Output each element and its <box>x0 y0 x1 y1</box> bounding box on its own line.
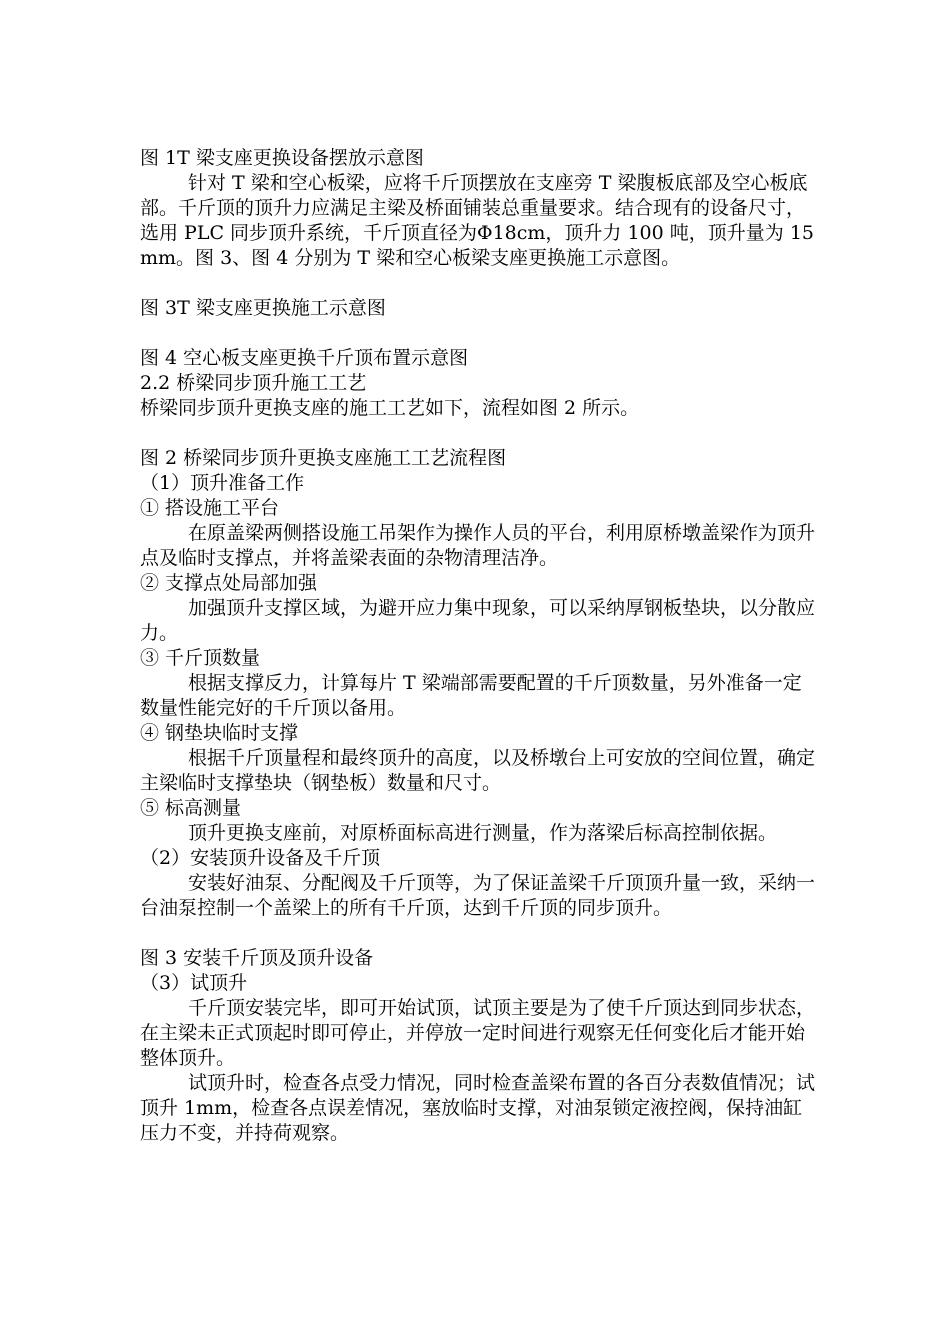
section-heading-2-2: 2.2 桥梁同步顶升施工工艺 <box>140 372 367 394</box>
paragraph-reinforcement: 加强顶升支撑区域，为避开应力集中现象，可以采纳厚钢板垫块，以分散应力。 <box>140 597 816 644</box>
paragraph-install: 安装好油泵、分配阀及千斤顶等，为了保证盖梁千斤顶顶升量一致，采纳一台油泵控制一个盖梁上的所有千斤顶，达到千斤顶的同步顶升。 <box>140 872 816 919</box>
item-heading-4: ④ 钢垫块临时支撑 <box>140 722 299 744</box>
item-heading-5: ⑤ 标高测量 <box>140 797 242 819</box>
paragraph-jack-count: 根据支撑反力，计算每片 T 梁端部需要配置的千斤顶数量，另外准备一定数量性能完好的千斤顶以备用。 <box>140 672 802 719</box>
paragraph-process-intro: 桥梁同步顶升更换支座的施工工艺如下，流程如图 2 所示。 <box>140 397 640 419</box>
paragraph-trial-1: 千斤顶安装完毕，即可开始试顶，试顶主要是为了使千斤顶达到同步状态，在主梁未正式顶起时即可停止，并停放一定时间进行观察无任何变化后才能开始整体顶升。 <box>140 997 816 1069</box>
paragraph-trial-2: 试顶升时，检查各点受力情况，同时检查盖梁布置的各百分表数值情况；试顶升 1mm，检查各点误差情况，塞放临时支撑，对油泵锁定液控阀，保持油缸压力不变，并持荷观察。 <box>140 1072 816 1144</box>
item-heading-1: ① 搭设施工平台 <box>140 497 280 519</box>
blank-line <box>140 271 820 296</box>
subheading-trial: （3）试顶升 <box>140 972 248 994</box>
paragraph-jack-placement: 针对 T 梁和空心板梁，应将千斤顶摆放在支座旁 T 梁腹板底部及空心板底部。千斤顶的顶升力应满足主梁及桥面铺装总重量要求。结合现有的设备尺寸，选用 PLC 同步顶升系统，千斤顶直径为Φ18cm，顶升力 100 吨，顶升量为 15mm。图 3、图 4 分别为 T 梁和空心板梁支座更换施工示意图。 <box>140 172 814 269</box>
blank-line <box>140 421 820 446</box>
figure-caption-3: 图 3T 梁支座更换施工示意图 <box>140 297 386 319</box>
paragraph-steel-blocks: 根据千斤顶量程和最终顶升的高度，以及桥墩台上可安放的空间位置，确定主梁临时支撑垫块（钢垫板）数量和尺寸。 <box>140 747 816 794</box>
paragraph-elevation: 顶升更换支座前，对原桥面标高进行测量，作为落梁后标高控制依据。 <box>188 822 778 844</box>
subheading-preparation: （1）顶升准备工作 <box>140 472 305 494</box>
figure-caption-3b: 图 3 安装千斤顶及顶升设备 <box>140 947 374 969</box>
subheading-install: （2）安装顶升设备及千斤顶 <box>140 847 381 869</box>
figure-caption-4: 图 4 空心板支座更换千斤顶布置示意图 <box>140 347 469 369</box>
document-body <box>140 146 820 1146</box>
blank-line <box>140 921 820 946</box>
item-heading-3: ③ 千斤顶数量 <box>140 647 261 669</box>
blank-line <box>140 321 820 346</box>
figure-caption-1: 图 1T 梁支座更换设备摆放示意图 <box>140 147 424 169</box>
figure-caption-2: 图 2 桥梁同步顶升更换支座施工工艺流程图 <box>140 447 507 469</box>
paragraph-platform: 在原盖梁两侧搭设施工吊架作为操作人员的平台，利用原桥墩盖梁作为顶升点及临时支撑点，并将盖梁表面的杂物清理洁净。 <box>140 522 816 569</box>
item-heading-2: ② 支撑点处局部加强 <box>140 572 318 594</box>
